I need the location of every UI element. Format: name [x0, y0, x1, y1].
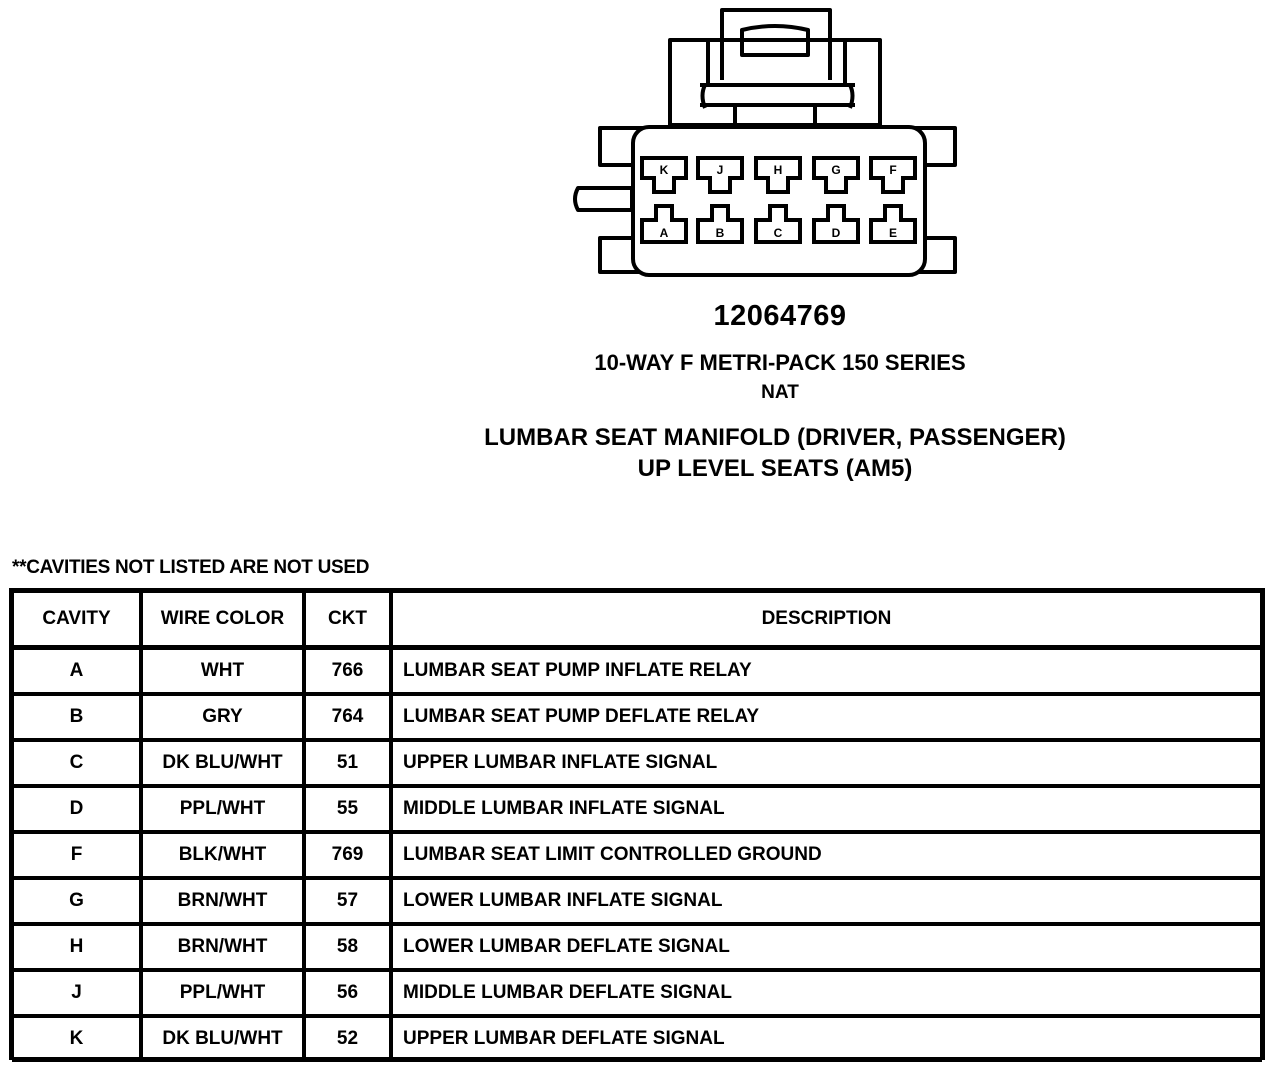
header-ckt: CKT: [304, 592, 391, 648]
cell-ckt: 57: [304, 878, 391, 924]
cell-cavity: B: [13, 694, 141, 740]
pin-label-f: F: [889, 163, 897, 177]
cell-ckt: 769: [304, 832, 391, 878]
cell-wire-color: WHT: [141, 648, 304, 695]
cell-description: LUMBAR SEAT LIMIT CONTROLLED GROUND: [391, 832, 1261, 878]
cell-wire-color: BRN/WHT: [141, 924, 304, 970]
table-row: [13, 878, 1261, 924]
cell-description: MIDDLE LUMBAR INFLATE SIGNAL: [391, 786, 1261, 832]
cell-wire-color: BRN/WHT: [141, 878, 304, 924]
connector-diagram: [560, 0, 980, 290]
pin-label-d: D: [831, 226, 841, 240]
cell-wire-color: PPL/WHT: [141, 786, 304, 832]
table-row: [13, 694, 1261, 740]
cell-description: MIDDLE LUMBAR DEFLATE SIGNAL: [391, 970, 1261, 1016]
pin-label-j: J: [716, 163, 724, 177]
connector-shell-top: [670, 40, 880, 125]
cell-wire-color: PPL/WHT: [141, 970, 304, 1016]
cell-wire-color: DK BLU/WHT: [141, 1016, 304, 1061]
table-row: [13, 648, 1261, 695]
cell-wire-color: BLK/WHT: [141, 832, 304, 878]
table-row: [13, 1016, 1261, 1061]
cell-cavity: D: [13, 786, 141, 832]
pin-label-h: H: [773, 163, 783, 177]
cell-cavity: A: [13, 648, 141, 695]
cell-cavity: J: [13, 970, 141, 1016]
connector-title-line2: UP LEVEL SEATS (AM5): [637, 455, 913, 482]
cell-description: LUMBAR SEAT PUMP DEFLATE RELAY: [391, 694, 1261, 740]
cell-wire-color: GRY: [141, 694, 304, 740]
cell-description: LUMBAR SEAT PUMP INFLATE RELAY: [391, 648, 1261, 695]
unused-cavities-note: **CAVITIES NOT LISTED ARE NOT USED: [12, 557, 370, 578]
connector-title-line1: LUMBAR SEAT MANIFOLD (DRIVER, PASSENGER): [484, 424, 1066, 451]
cell-ckt: 52: [304, 1016, 391, 1061]
cell-description: UPPER LUMBAR DEFLATE SIGNAL: [391, 1016, 1261, 1061]
cell-ckt: 56: [304, 970, 391, 1016]
table-row: [13, 970, 1261, 1016]
pinout-table: [9, 588, 1265, 1060]
header-description: DESCRIPTION: [391, 592, 1261, 648]
header-wire-color: WIRE COLOR: [141, 592, 304, 648]
cell-cavity: K: [13, 1016, 141, 1061]
header-cavity: CAVITY: [13, 592, 141, 648]
table-row: [13, 924, 1261, 970]
part-number: 12064769: [713, 300, 847, 332]
cell-cavity: C: [13, 740, 141, 786]
cell-ckt: 55: [304, 786, 391, 832]
cell-ckt: 51: [304, 740, 391, 786]
connector-description: 10-WAY F METRI-PACK 150 SERIES: [594, 350, 966, 375]
table-row: [13, 786, 1261, 832]
table-row: [13, 832, 1261, 878]
connector-face: [633, 127, 925, 275]
pin-label-e: E: [888, 226, 898, 240]
table-header-row: [13, 592, 1261, 648]
connector-color: NAT: [761, 382, 799, 403]
pin-label-a: A: [659, 226, 669, 240]
pin-label-c: C: [773, 226, 783, 240]
cell-description: LOWER LUMBAR INFLATE SIGNAL: [391, 878, 1261, 924]
cell-cavity: G: [13, 878, 141, 924]
cell-ckt: 766: [304, 648, 391, 695]
pin-label-k: K: [659, 163, 669, 177]
cell-cavity: H: [13, 924, 141, 970]
cell-ckt: 58: [304, 924, 391, 970]
pin-label-g: G: [831, 163, 841, 177]
cell-description: LOWER LUMBAR DEFLATE SIGNAL: [391, 924, 1261, 970]
cell-description: UPPER LUMBAR INFLATE SIGNAL: [391, 740, 1261, 786]
pin-label-b: B: [715, 226, 725, 240]
connector-latch: [708, 10, 845, 85]
cell-cavity: F: [13, 832, 141, 878]
table-row: [13, 740, 1261, 786]
cell-ckt: 764: [304, 694, 391, 740]
cell-wire-color: DK BLU/WHT: [141, 740, 304, 786]
